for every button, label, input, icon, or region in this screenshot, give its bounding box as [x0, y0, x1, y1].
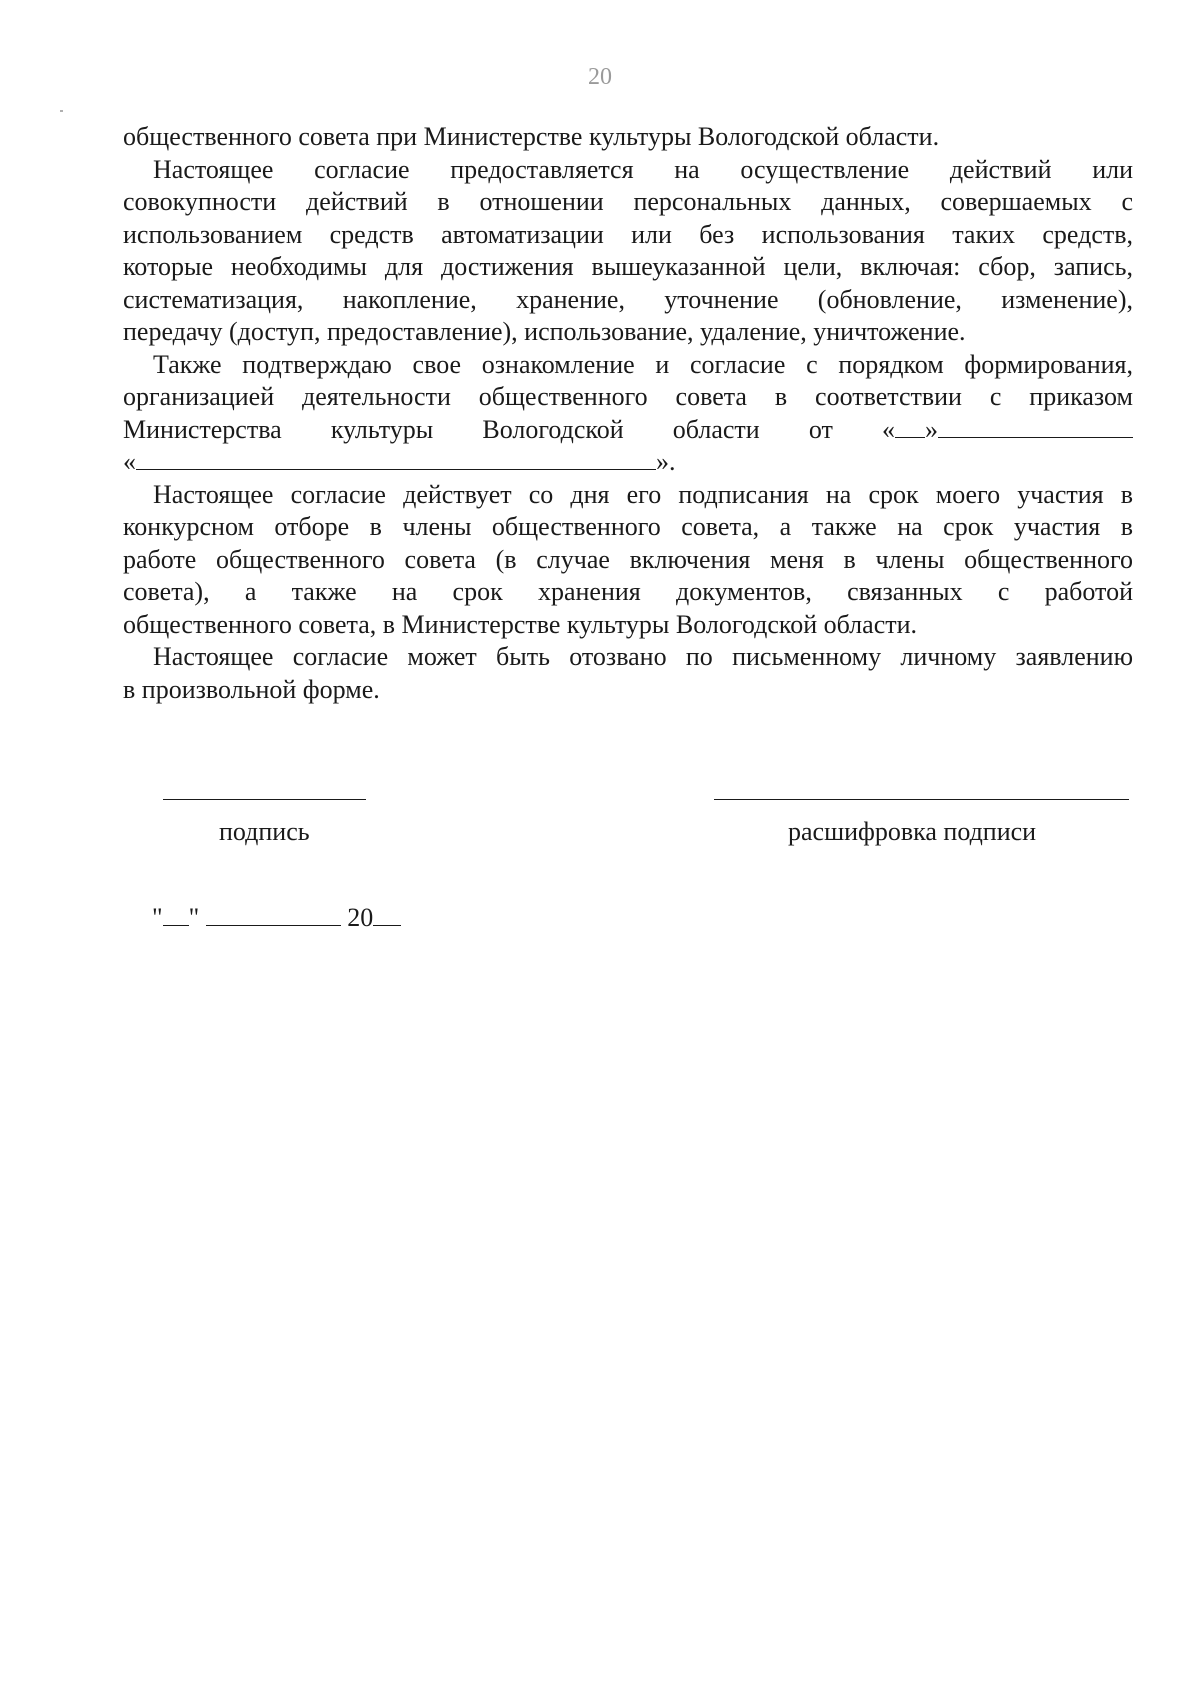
signature-decoding-caption: расшифровка подписи: [788, 817, 1037, 846]
signature-decoding-blank[interactable]: [714, 799, 1129, 800]
text-line: совета), а также на срок хранения документов, связанных с работой: [123, 577, 1133, 606]
page-number: 20: [588, 64, 612, 90]
order-title-blank[interactable]: [136, 447, 656, 470]
order-word: Министерства: [123, 414, 282, 444]
paragraph-order-acknowledgement: [123, 349, 1133, 479]
paragraph-continuation: [123, 121, 1133, 154]
signature-blank[interactable]: [163, 799, 366, 800]
date-quote-close: ": [188, 903, 200, 932]
order-word: Вологодской: [482, 414, 624, 444]
text-line: Настоящее согласие предоставляется на осуществление действий или: [153, 154, 1133, 184]
text-line: конкурсном отборе в члены общественного совета, а также на срок участия в: [123, 512, 1133, 541]
date-year-blank[interactable]: [373, 903, 401, 926]
text-line: работе общественного совета (в случае включения меня в члены общественного: [123, 544, 1133, 574]
text-line: Настоящее согласие действует со дня его подписания на срок моего участия в: [153, 479, 1133, 509]
quote-close-period: ».: [656, 447, 676, 476]
date-quote-open: ": [152, 903, 163, 932]
text-line: Также подтверждаю свое ознакомление и согласие с порядком формирования,: [153, 349, 1133, 379]
date-year-prefix: 20: [347, 903, 374, 932]
order-word: области: [672, 414, 760, 444]
text-line: систематизация, накопление, хранение, уточнение (обновление, изменение),: [123, 284, 1133, 314]
quote-close: »: [924, 414, 938, 444]
order-day-blank[interactable]: [895, 415, 925, 438]
order-number-line: [123, 446, 1133, 479]
text-line: общественного совета, в Министерстве культуры Вологодской области.: [123, 609, 918, 639]
document-body: [123, 121, 1133, 706]
date-day-blank[interactable]: [163, 903, 189, 926]
paragraph-consent-scope: [123, 154, 1133, 349]
text-line: передачу (доступ, предоставление), использование, удаление, уничтожение.: [123, 317, 966, 346]
paragraph-consent-revocation: [123, 641, 1133, 706]
order-date-field[interactable]: [882, 414, 1133, 447]
order-month-blank[interactable]: [938, 415, 1133, 438]
signature-caption: подпись: [219, 817, 310, 846]
text-line: организацией деятельности общественного совета в соответствии с приказом: [123, 382, 1133, 411]
text-line: Настоящее согласие может быть отозвано по письменному личному заявлению: [153, 642, 1133, 671]
date-field: [152, 903, 401, 933]
date-month-blank[interactable]: [206, 903, 341, 926]
text-line: в произвольной форме.: [123, 674, 380, 704]
paragraph-consent-term: [123, 479, 1133, 642]
text-line: общественного совета при Министерстве культуры Вологодской области.: [123, 122, 940, 151]
quote-open: «: [881, 414, 895, 444]
text-line: использованием средств автоматизации или без использования таких средств,: [123, 219, 1133, 249]
text-line: совокупности действий в отношении персональных данных, совершаемых с: [123, 187, 1133, 216]
text-line: которые необходимы для достижения вышеуказанной цели, включая: сбор, запись,: [123, 252, 1133, 281]
order-reference-line: [123, 414, 1133, 447]
order-word: культуры: [330, 414, 434, 444]
scan-speck: [60, 110, 63, 112]
quote-open: «: [123, 447, 136, 476]
order-word: от: [808, 414, 833, 444]
